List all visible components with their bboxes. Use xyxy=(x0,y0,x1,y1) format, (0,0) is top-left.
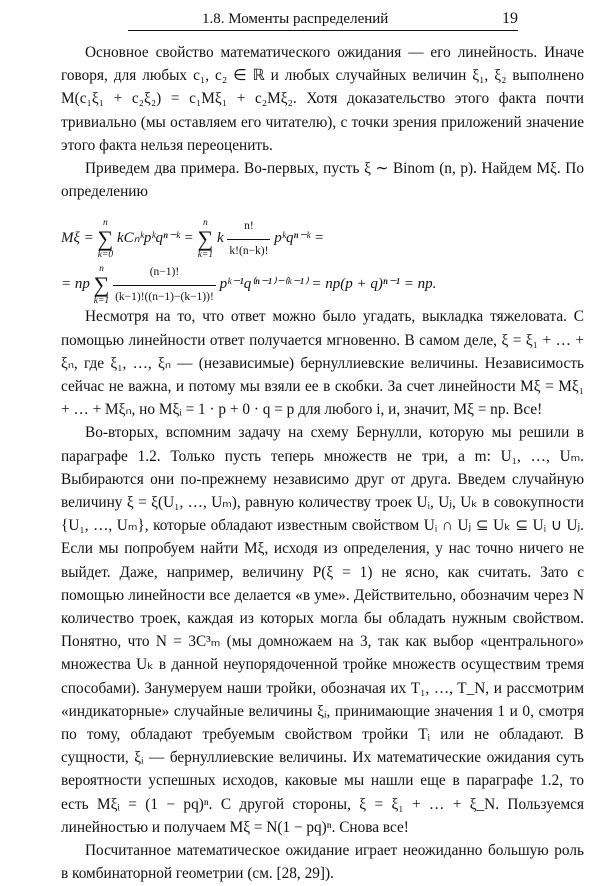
paragraph-linearity-application: Несмотря на то, что ответ можно было угадать, выкладка тяжеловата. С помощью линейности ответ получается мгновенно. В самом деле, ξ = ξ₁ + … + ξₙ, где ξ₁, …, ξₙ — (независимые) бернуллиевские величины. Независимость сейчас не важна, и потому мы взяли ее в скобки. За счет линейности Mξ = Mξ₁ + … + Mξₙ, но Mξᵢ = 1 · p + 0 · q = p для любого i, и, значит, Mξ = np. Все! xyxy=(61,308,584,419)
binomial-expectation-formula xyxy=(61,205,584,307)
running-header xyxy=(128,10,518,31)
formula-line-1 xyxy=(61,215,324,262)
summation-3: n ∑ k=1 xyxy=(93,264,110,307)
formula-term-2-suffix: pᵏqⁿ⁻ᵏ = xyxy=(274,230,325,247)
formula-lhs: Mξ = xyxy=(61,230,94,247)
paragraph-combinatorial-geometry: Посчитанное математическое ожидание играет неожиданно большую роль в комбинаторной геометрии (см. [28, 29]). xyxy=(61,842,584,883)
fraction-2: $\frac{(n-1)!}{(k-1)!((n-1)-(k-1))!}$ xyxy=(113,261,216,308)
summation-1: n ∑ k=0 xyxy=(97,218,114,261)
paragraph-linearity: Основное свойство математического ожидания — его линейность. Иначе говоря, для любых c₁, c₂ ∈ ℝ и любых случайных величин ξ₁, ξ₂ выполнено M(c₁ξ₁ + c₂ξ₂) = c₁Mξ₁ + c₂Mξ₂. Хотя доказательство этого факта почти тривиально (мы оставляем его читателю), с точки зрения приложений значение этого факта нельзя переоценить. xyxy=(61,44,584,154)
sigma-icon: ∑ xyxy=(197,226,214,252)
formula-term-2-prefix: k xyxy=(216,230,224,247)
page-body xyxy=(61,41,584,886)
formula-lhs-2: = np xyxy=(61,276,90,293)
formula-term-1: kCₙᵏpᵏqⁿ⁻ᵏ = xyxy=(116,230,194,247)
formula-term-3: pᵏ⁻¹q⁽ⁿ⁻¹⁾⁻⁽ᵏ⁻¹⁾ = np(p + q)ⁿ⁻¹ = np. xyxy=(219,276,437,293)
section-title: 1.8. Моменты распределений xyxy=(202,11,389,27)
paragraph-examples-intro: Приведем два примера. Во-первых, пусть ξ ∼ Binom (n, p). Найдем Mξ. По определению xyxy=(61,160,584,201)
sigma-icon: ∑ xyxy=(93,272,110,298)
summation-2: n ∑ k=1 xyxy=(197,218,214,261)
sigma-icon: ∑ xyxy=(97,226,114,252)
fraction-1: $\frac{n!}{k!(n-k)!}$ xyxy=(227,215,270,262)
formula-line-2 xyxy=(61,261,436,308)
paragraph-bernoulli-scheme: Во-вторых, вспомним задачу на схему Бернулли, которую мы решили в параграфе 1.2. Только пусть теперь множеств не три, а m: U₁, …, Uₘ. Выбираются они по-прежнему независимо друг от друга. Введем случайную величину ξ = ξ(U₁, …, Uₘ), равную количеству троек Uᵢ, Uⱼ, Uₖ в совокупности {U₁, …, Uₘ}, которые обладают известным свойством Uᵢ ∩ Uⱼ ⊆ Uₖ ⊆ Uᵢ ∪ Uⱼ. Если мы попробуем найти Mξ, исходя из определения, у нас точно ничего не выйдет. Даже, например, величину P(ξ = 1) не ясно, как считать. Зато с помощью линейности все делается «в уме». Действительно, обозначим через N количество троек, каждая из которых могла бы обладать нужным свойством. Понятно, что N = 3C³ₘ (мы домножаем на 3, так как выбор «центрального» множества Uₖ в данной неупорядоченной тройке множеств осуществим тремя способами). Занумеруем наши тройки, обозначая их T₁, …, T_N, и рассмотрим «индикаторные» случайные величины ξᵢ, принимающие значения 1 и 0, смотря по тому, обладают требуемым свойством тройки Tᵢ или не обладают. В сущности, ξᵢ — бернуллиевские величины. Их математические ожидания суть вероятности успешных исходов, каковые мы нашли еще в параграфе 1.2, то есть Mξᵢ = (1 − pq)ⁿ. С другой стороны, ξ = ξ₁ + … + ξ_N. Пользуемся линейностью и получаем Mξ = N(1 − pq)ⁿ. Снова все! xyxy=(61,424,584,836)
page-number: 19 xyxy=(502,10,518,27)
